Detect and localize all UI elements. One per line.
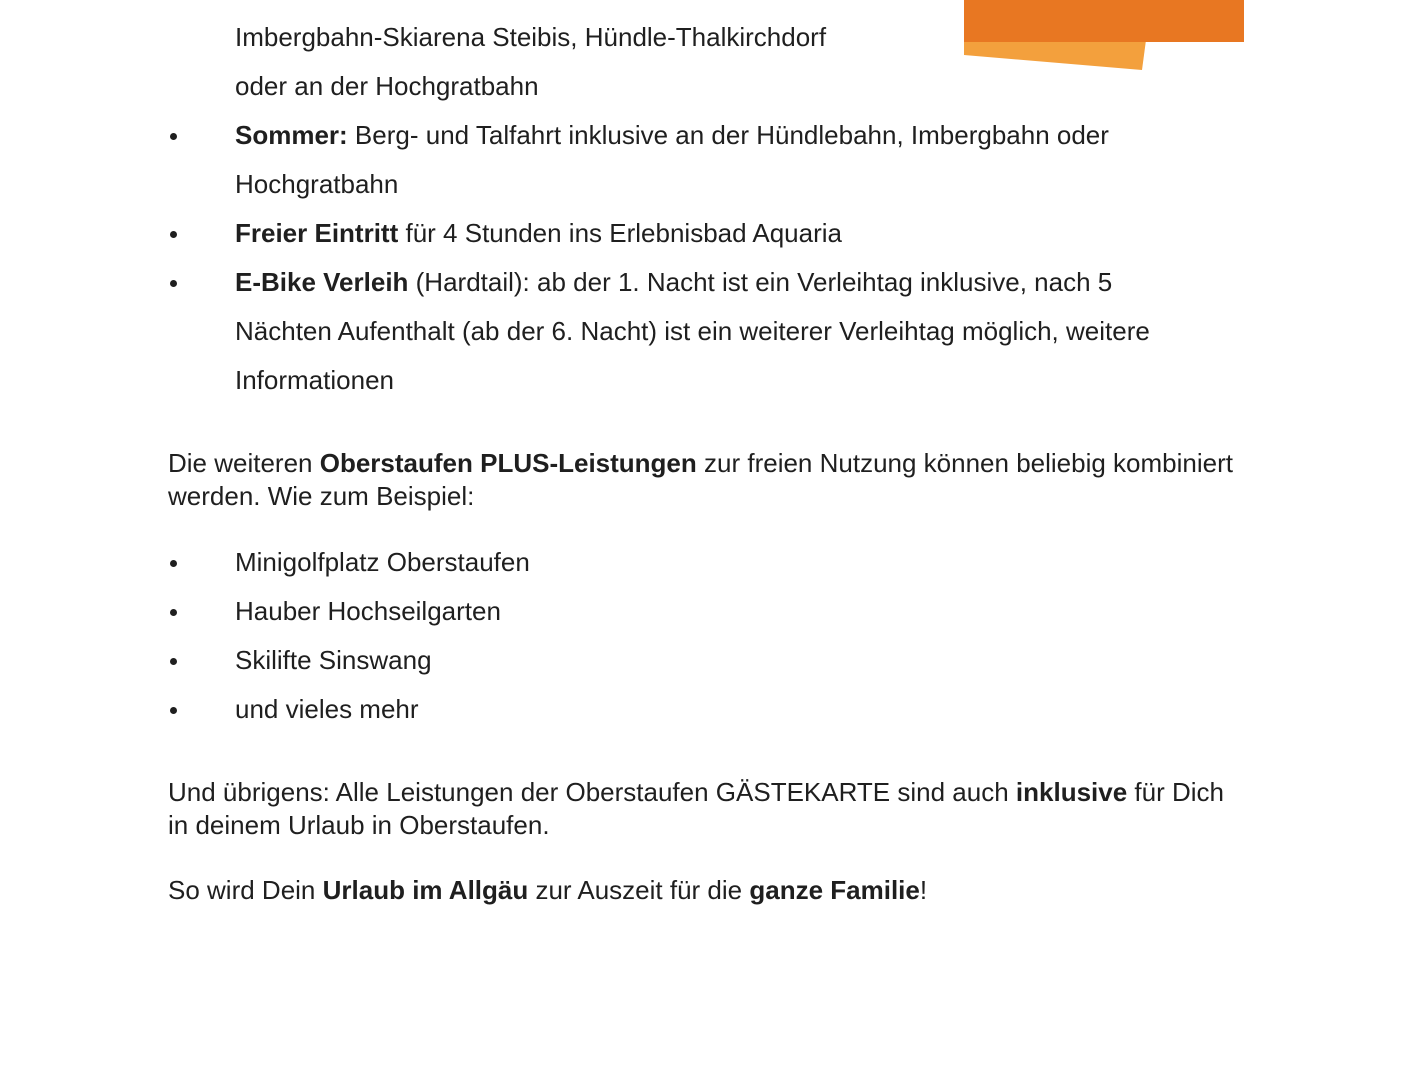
bullet-icon <box>168 133 178 143</box>
list1-continuation-line-1: Imbergbahn-Skiarena Steibis, Hündle-Thalkirchdorf <box>235 22 827 52</box>
list-item-freier-eintritt-bold: Freier Eintritt <box>235 218 399 248</box>
para1-post: zur freien Nutzung können beliebig kombiniert werden. Wie zum Beispiel: <box>168 448 1233 511</box>
plus-leistungen-paragraph <box>168 447 1248 513</box>
bullet-icon <box>168 707 178 717</box>
list-item-freier-eintritt <box>235 218 842 248</box>
bullet-icon <box>168 609 178 619</box>
para1-pre: Die weiteren <box>168 448 320 478</box>
para3-bold-urlaub: Urlaub im Allgäu <box>322 875 529 905</box>
list-item-sommer-line-1 <box>235 120 1109 150</box>
list-item-ebike-bold: E-Bike Verleih <box>235 267 409 297</box>
list2-item: Hauber Hochseilgarten <box>235 596 501 626</box>
para3-mid: zur Auszeit für die <box>528 875 750 905</box>
list-item-sommer-text: Berg- und Talfahrt inklusive an der Hündlebahn, Imbergbahn oder <box>347 120 1109 150</box>
list-item-sommer-bold: Sommer: <box>235 120 348 150</box>
bullet-icon <box>168 560 178 570</box>
list-item-ebike-line-2: Nächten Aufenthalt (ab der 6. Nacht) ist ein weiterer Verleihtag möglich, weitere <box>235 316 1150 346</box>
list-item-ebike-line-3[interactable]: Informationen <box>235 365 394 395</box>
list2-item: und vieles mehr <box>235 694 419 724</box>
gaestekarte-paragraph <box>168 776 1248 842</box>
para3-pre: So wird Dein <box>168 875 323 905</box>
para3-post: ! <box>919 875 928 905</box>
list2-item: Minigolfplatz Oberstaufen <box>235 547 530 577</box>
list-item-freier-eintritt-text: für 4 Stunden ins Erlebnisbad Aquaria <box>398 218 842 248</box>
para2-bold: inklusive <box>1015 777 1128 807</box>
badge-shadow-shape <box>964 40 1146 70</box>
list-item-ebike-line-1 <box>235 267 1112 297</box>
bullet-icon <box>168 231 178 241</box>
bullet-icon <box>168 658 178 668</box>
list2-item: Skilifte Sinswang <box>235 645 432 675</box>
badge-main-shape <box>964 0 1244 42</box>
para2-pre: Und übrigens: Alle Leistungen der Oberstaufen GÄSTEKARTE sind auch <box>168 777 1016 807</box>
list1-continuation-line-2: oder an der Hochgratbahn <box>235 71 539 101</box>
list-item-sommer-line-2: Hochgratbahn <box>235 169 399 199</box>
bullet-icon <box>168 280 178 290</box>
orange-badge-graphic <box>960 0 1250 74</box>
para2-post: für Dich in deinem Urlaub in Oberstaufen. <box>168 777 1224 840</box>
closing-paragraph <box>168 874 1248 907</box>
para1-bold: Oberstaufen PLUS-Leistungen <box>319 448 697 478</box>
list-item-ebike-text: (Hardtail): ab der 1. Nacht ist ein Verleihtag inklusive, nach 5 <box>408 267 1113 297</box>
para3-bold-familie: ganze Familie <box>749 875 920 905</box>
